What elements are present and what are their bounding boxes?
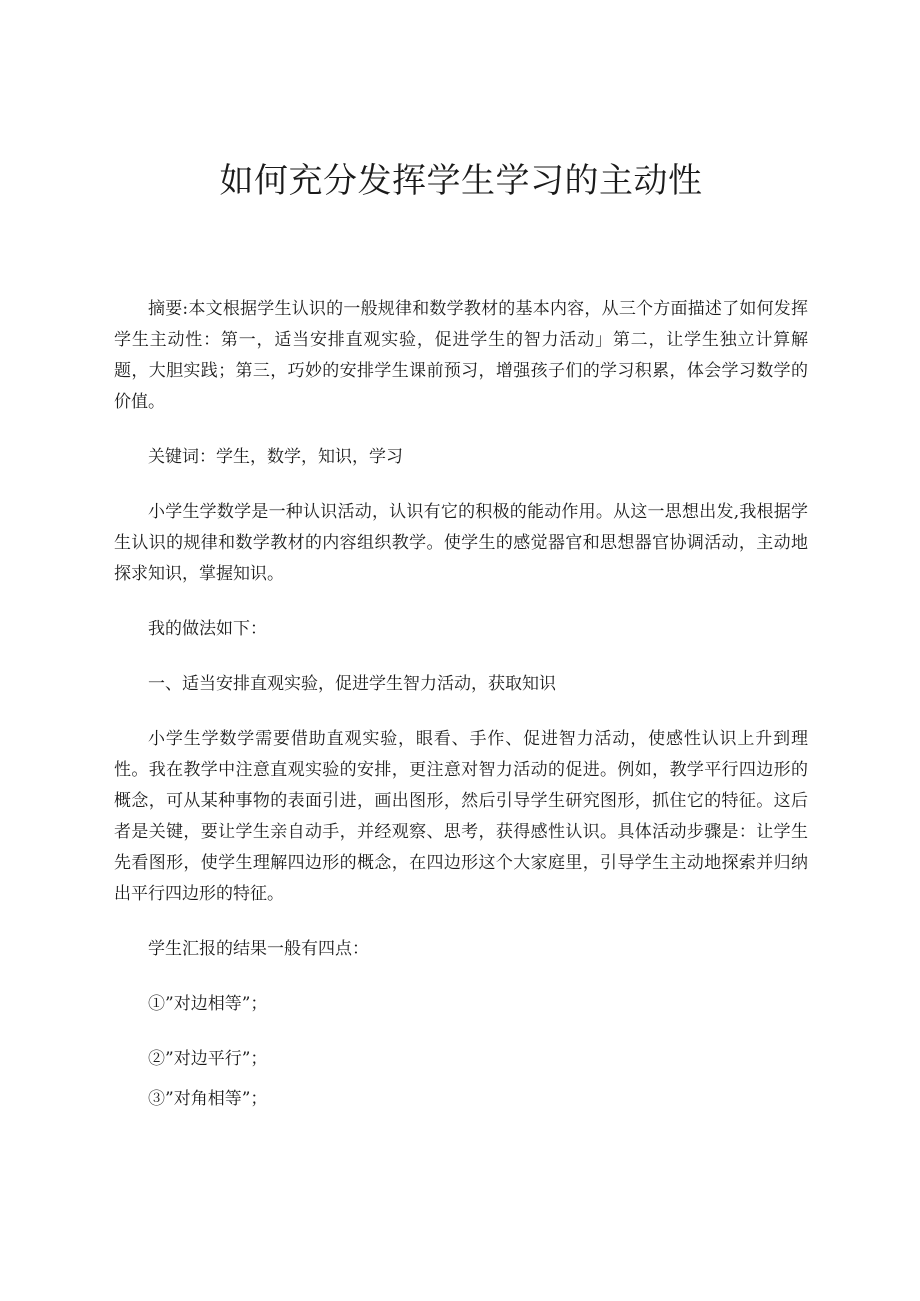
list-item: ②”对边平行”； — [148, 1049, 268, 1069]
document-title: 如何充分发挥学生学习的主动性 — [219, 161, 703, 201]
document-body — [114, 294, 808, 1115]
abstract-label: 摘要: — [148, 299, 189, 319]
method-intro: 我的做法如下： — [148, 619, 267, 639]
list-item: ①”对边相等”； — [148, 994, 268, 1014]
list-item: ③”对角相等”； — [148, 1089, 268, 1109]
section-1-paragraph: 小学生学数学需要借助直观实验，眼看、手作、促进智力活动，使感性认识上升到理性。我在教学中注意直观实验的安排，更注意对智力活动的促进。例如，教学平行四边形的概念，可从某种事物的表面引进，画出图形，然后引导学生研究图形，抓住它的特征。这后者是关键，要让学生亲自动手，并经观察、思考，获得感性认识。具体活动步骤是：让学生先看图形，使学生理解四边形的概念，在四边形这个大家庭里，引导学生主动地探索并归纳出平行四边形的特征。 — [114, 729, 808, 904]
intro-paragraph: 小学生学数学是一种认识活动，认识有它的积极的能动作用。从这一思想出发,我根据学生认识的规律和数学教材的内容组织教学。使学生的感觉器官和思想器官协调活动，主动地探求知识，掌握知识。 — [114, 502, 808, 584]
section-heading-1: 一、适当安排直观实验，促进学生智力活动，获取知识 — [148, 674, 556, 694]
abstract-paragraph — [114, 294, 808, 418]
abstract-text: 本文根据学生认识的一般规律和数学教材的基本内容，从三个方面描述了如何发挥学生主动性：第一，适当安排直观实验，促进学生的智力活动」第二，让学生独立计算解题，大胆实践；第三，巧妙的安排学生课前预习，增强孩子们的学习积累，体会学习数学的价值。 — [114, 299, 809, 412]
keywords-line: 关键词：学生，数学，知识，学习 — [148, 447, 403, 467]
report-intro: 学生汇报的结果一般有四点： — [148, 939, 369, 959]
